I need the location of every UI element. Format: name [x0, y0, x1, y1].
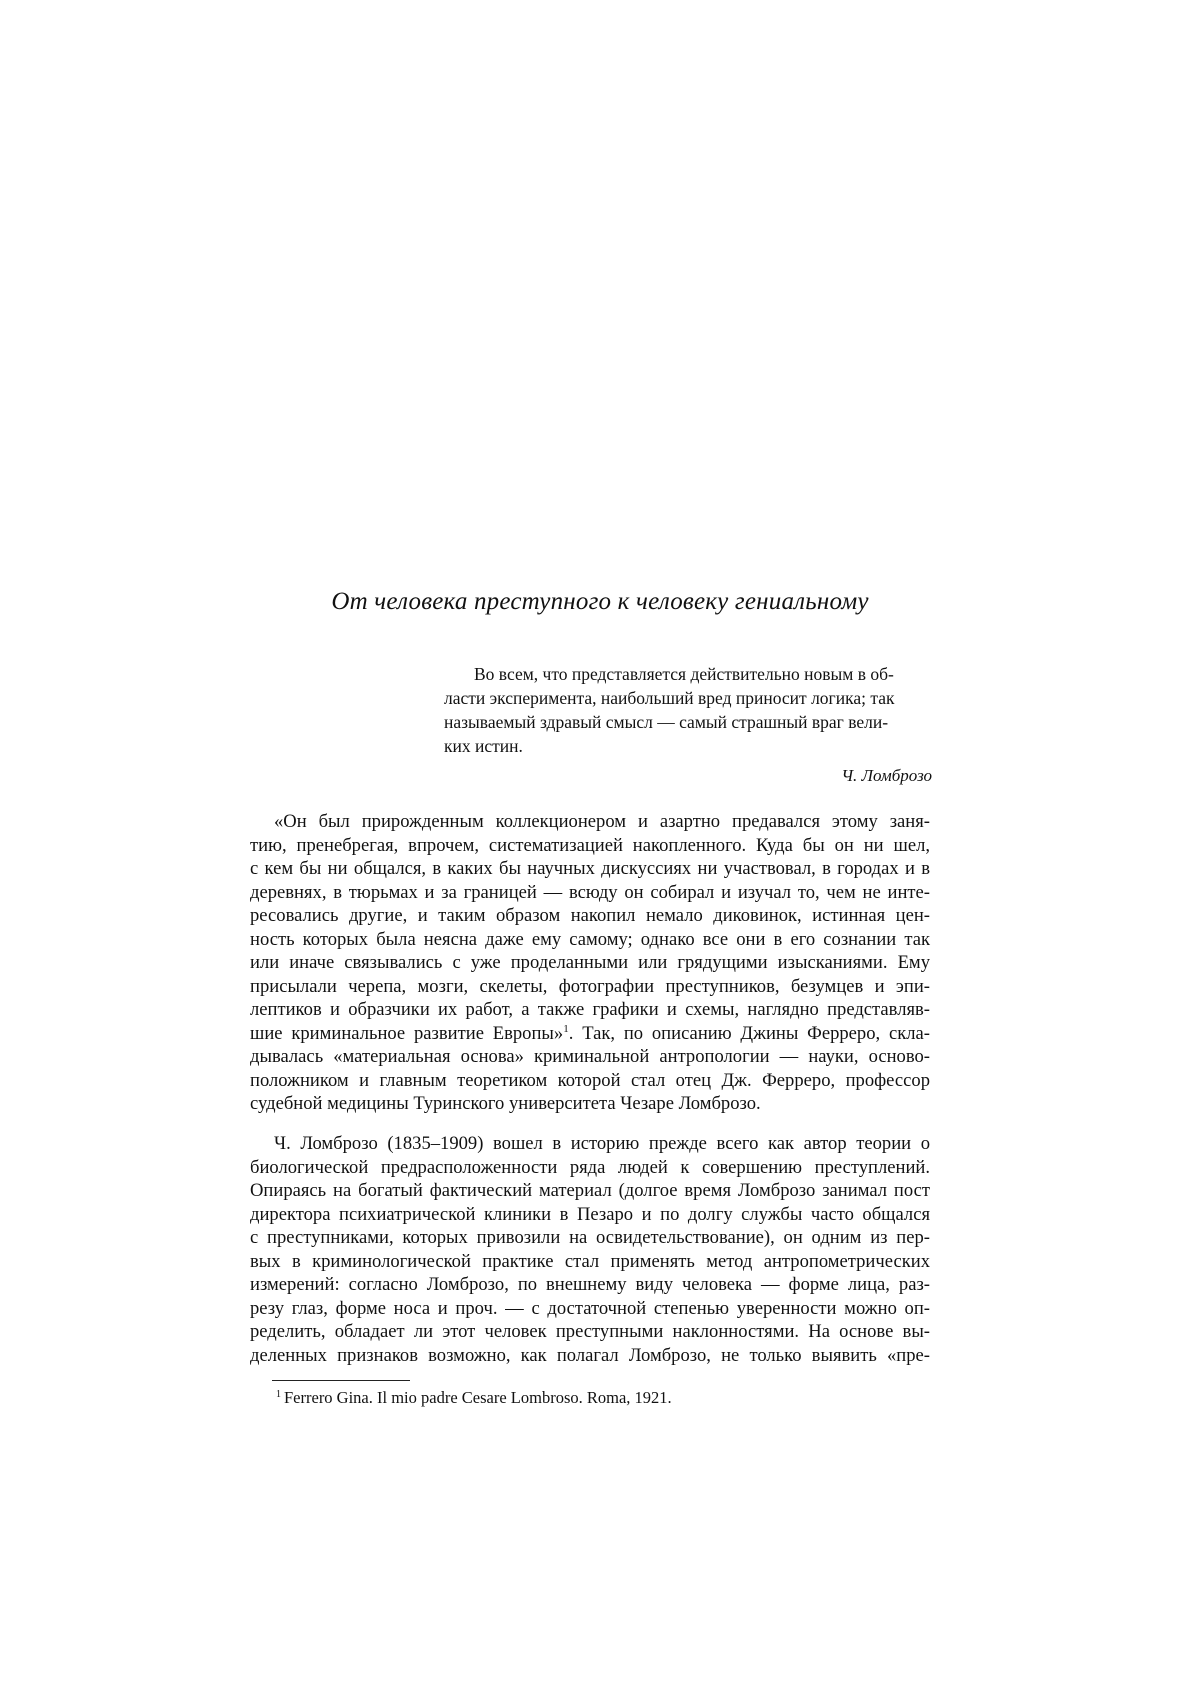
- footnote: [276, 1388, 672, 1408]
- text-line: или иначе связывались с уже проделанными или грядущими изысканиями. Ему: [250, 952, 930, 973]
- footnote-text: Ferrero Gina. Il mio padre Cesare Lombroso. Roma, 1921.: [284, 1388, 672, 1407]
- body-paragraph-1: [250, 810, 930, 1116]
- footnote-number: 1: [276, 1388, 281, 1400]
- text-line: с преступниками, которых привозили на освидетельствование), он одним из пер-: [250, 1227, 930, 1248]
- epigraph: [444, 662, 932, 786]
- text-line: резу глаз, форме носа и проч. — с достаточной степенью уверенности можно оп-: [250, 1297, 930, 1319]
- text-line: дывалась «материальная основа» криминальной антропологии — науки, осново-: [250, 1046, 930, 1067]
- text-segment: шие криминальное развитие Европы»: [250, 1022, 564, 1044]
- text-line: ресовались другие, и таким образом накопил немало диковинок, истинная цен-: [250, 905, 930, 926]
- text-line: судебной медицины Туринского университета Чезаре Ломброзо.: [250, 1093, 761, 1114]
- text-line: ность которых была неясна даже ему самому; однако все они в его сознании так: [250, 928, 930, 950]
- text-line: Ч. Ломброзо (1835–1909) вошел в историю прежде всего как автор теории о: [274, 1133, 930, 1154]
- text-line: деревнях, в тюрьмах и за границей — всюду он собирал и изучал то, чем не инте-: [250, 881, 930, 903]
- text-line-with-footnote-ref: [250, 1022, 930, 1046]
- text-line: «Он был прирожденным коллекционером и азартно предавался этому заня-: [274, 811, 930, 832]
- text-line: деленных признаков возможно, как полагал Ломброзо, не только выявить «пре-: [250, 1344, 930, 1366]
- text-line: директора психиатрической клиники в Пезаро и по долгу службы часто общался: [250, 1203, 930, 1225]
- epigraph-author: Ч. Ломброзо: [841, 766, 932, 785]
- text-line: вых в криминологической практике стал применять метод антропометрических: [250, 1250, 930, 1272]
- body-paragraph-2: [250, 1132, 930, 1367]
- text-line: тию, пренебрегая, впрочем, систематизацией накопленного. Куда бы он ни шел,: [250, 834, 930, 856]
- text-line: Опираясь на богатый фактический материал (долгое время Ломброзо занимал пост: [250, 1180, 930, 1201]
- epigraph-line: ких истин.: [444, 736, 523, 756]
- epigraph-line: называемый здравый смысл — самый страшный враг вели-: [444, 712, 889, 732]
- text-line: ределить, обладает ли этот человек преступными наклонностями. На основе вы-: [250, 1321, 930, 1342]
- text-segment: . Так, по описанию Джины Ферреро, скла-: [568, 1022, 930, 1044]
- epigraph-line: Во всем, что представляется действительно новым в об-: [474, 664, 894, 684]
- text-line: с кем бы ни общался, в каких бы научных дискуссиях ни участвовал, в городах и в: [250, 858, 930, 879]
- text-line: положником и главным теоретиком которой стал отец Дж. Ферреро, профессор: [250, 1069, 930, 1091]
- text-line: присылали черепа, мозги, скелеты, фотографии преступников, безумцев и эпи-: [250, 975, 930, 997]
- epigraph-line: ласти эксперимента, наибольший вред приносит логика; так: [444, 688, 895, 708]
- text-line: лептиков и образчики их работ, а также графики и схемы, наглядно представляв-: [250, 999, 930, 1020]
- chapter-title: От человека преступного к человеку гениальному: [331, 588, 869, 615]
- text-line: измерений: согласно Ломброзо, по внешнему виду человека — форме лица, раз-: [250, 1274, 930, 1295]
- footnote-reference[interactable]: 1: [563, 1022, 569, 1035]
- text-line: биологической предрасположенности ряда людей к совершению преступлений.: [250, 1156, 930, 1178]
- footnote-divider: [272, 1380, 410, 1381]
